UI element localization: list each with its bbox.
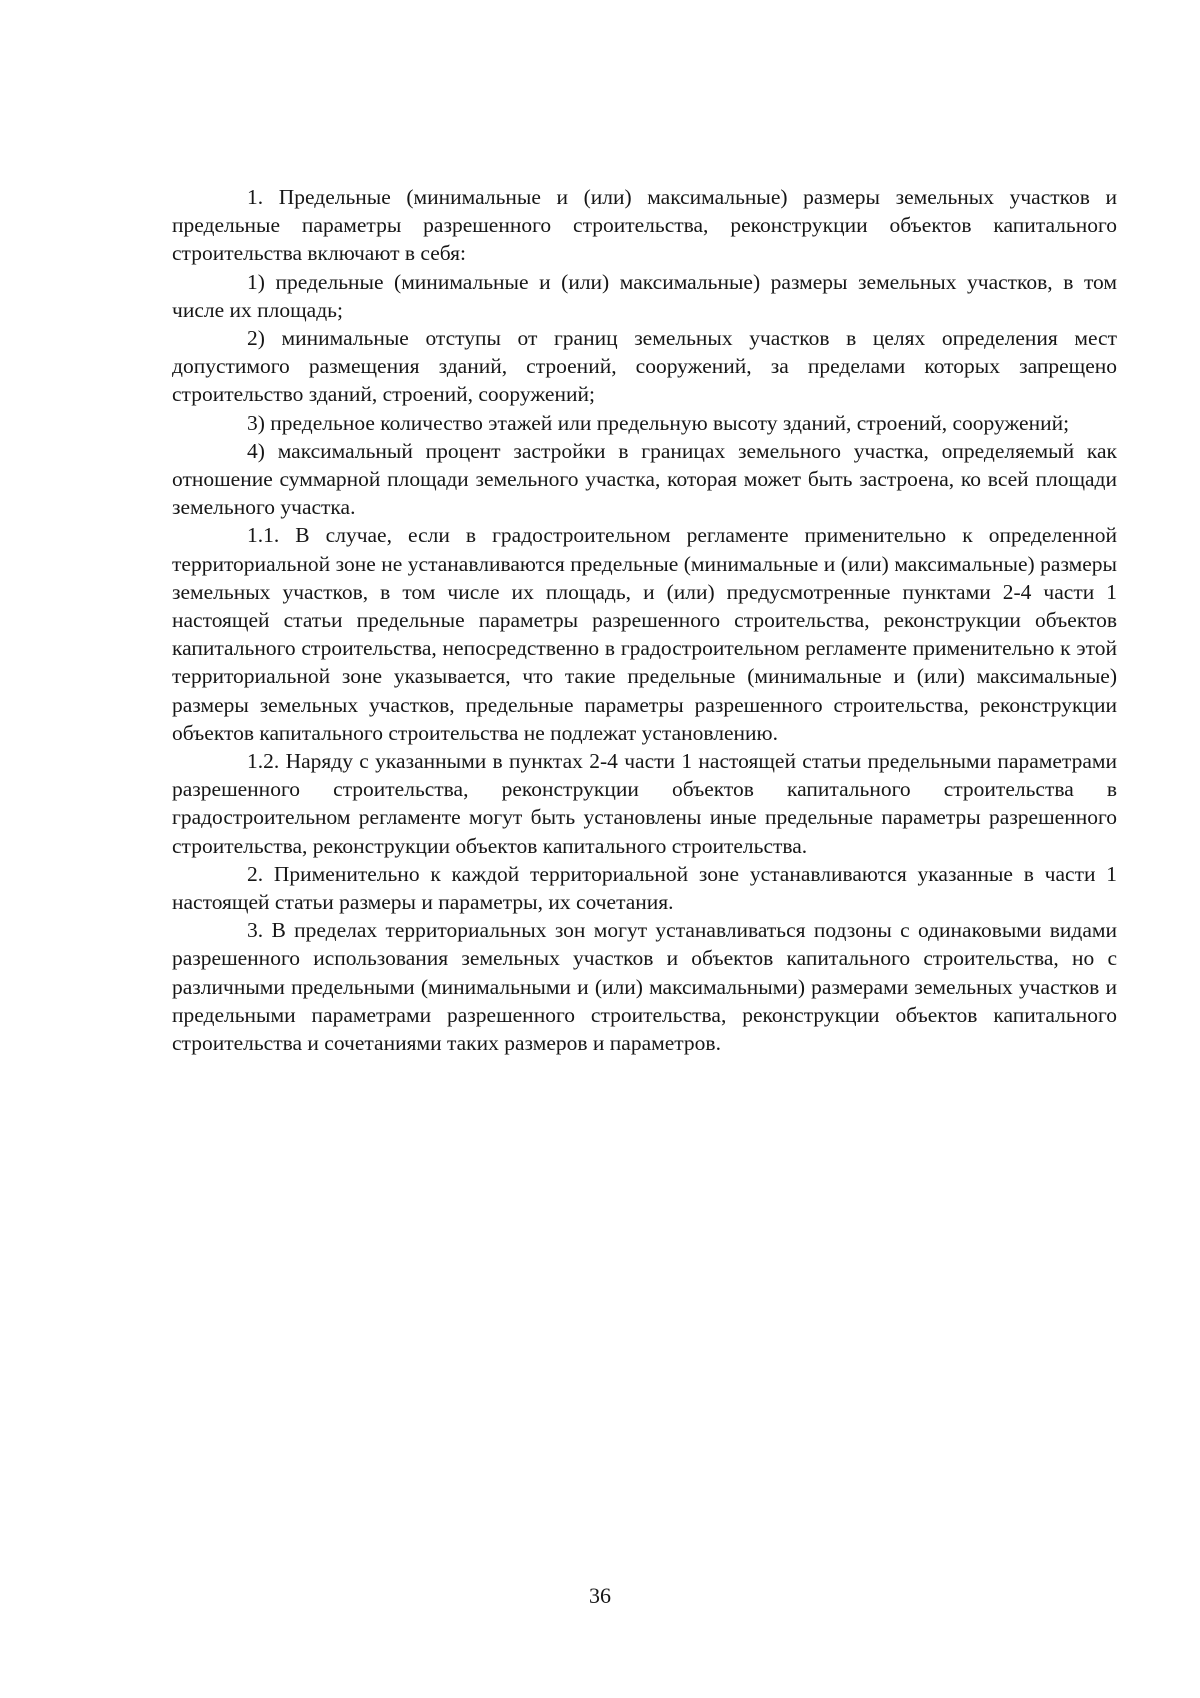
body-text: [172, 183, 1117, 1057]
paragraph-2: 2. Применительно к каждой территориальной зоне устанавливаются указанные в части 1 настоящей статьи размеры и параметры, их сочетания.: [172, 861, 1117, 915]
paragraph-3: 3. В пределах территориальных зон могут устанавливаться подзоны с одинаковыми видами разрешенного использования земельных участков и объектов капитального строительства, но с различными предельными (минимальными и (или) максимальными) размерами земельных участков и предельными параметрами разрешенного строительства, реконструкции объектов капитального строительства и сочетаниями таких размеров и параметров.: [172, 918, 1117, 1056]
paragraph-1: 1. Предельные (минимальные и (или) максимальные) размеры земельных участков и предельные параметры разрешенного строительства, реконструкции объектов капитального строительства включают в себя:: [172, 185, 1117, 266]
paragraph-1-1: 1.1. В случае, если в градостроительном регламенте применительно к определенной территориальной зоне не устанавливаются предельные (минимальные и (или) максимальные) размеры земельных участков, в том числе их площадь, и (или) предусмотренные пунктами 2-4 части 1 настоящей статьи предельные параметры разрешенного строительства, реконструкции объектов капитального строительства, непосредственно в градостроительном регламенте применительно к этой территориальной зоне указывается, что такие предельные (минимальные и (или) максимальные) размеры земельных участков, предельные параметры разрешенного строительства, реконструкции объектов капитального строительства не подлежат установлению.: [172, 523, 1117, 745]
paragraph-1-item-4: 4) максимальный процент застройки в границах земельного участка, определяемый как отношение суммарной площади земельного участка, которая может быть застроена, ко всей площади земельного участка.: [172, 438, 1117, 520]
page-number: 36: [589, 1583, 611, 1608]
paragraph-1-item-3: 3) предельное количество этажей или предельную высоту зданий, строений, сооружений;: [247, 410, 1070, 435]
paragraph-1-2: 1.2. Наряду с указанными в пунктах 2-4 части 1 настоящей статьи предельными параметрами разрешенного строительства, реконструкции объектов капитального строительства в градостроительном регламенте могут быть установлены иные предельные параметры разрешенного строительства, реконструкции объектов капитального строительства.: [172, 749, 1117, 858]
paragraph-1-item-1: 1) предельные (минимальные и (или) максимальные) размеры земельных участков, в том числе их площадь;: [172, 269, 1117, 322]
paragraph-1-item-2: 2) минимальные отступы от границ земельных участков в целях определения мест допустимого размещения зданий, строений, сооружений, за пределами которых запрещено строительство зданий, строений, сооружений;: [172, 326, 1117, 407]
